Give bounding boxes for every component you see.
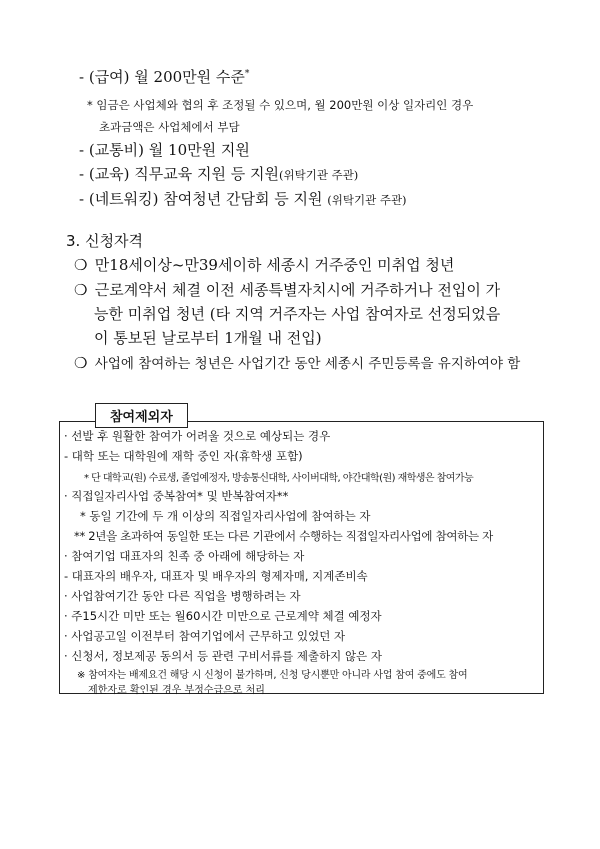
exclusion-line: · 사업공고일 이전부터 참여기업에서 근무하고 있었던 자 (64, 629, 346, 643)
exclusion-line: · 주15시간 미만 또는 월60시간 미만으로 근로계약 체결 예정자 (64, 609, 382, 623)
exclusion-line: ※ 참여자는 배제요건 해당 시 신청이 불가하며, 신청 당시뿐만 아니라 사업 참여 중에도 참여 (77, 670, 468, 681)
exclusion-line: - 대학 또는 대학원에 재학 중인 자(휴학생 포함) (64, 449, 303, 463)
eligibility-item-3 (74, 352, 520, 372)
salary-note-1: * 임금은 사업체와 협의 후 조정될 수 있으며, 월 200만원 이상 일자리인 경우 (87, 98, 474, 112)
salary-footnote-mark: * (244, 69, 250, 79)
exclusion-line: · 선발 후 원활한 참여가 어려울 것으로 예상되는 경우 (64, 429, 331, 443)
eligibility-heading: 3. 신청자격 (66, 232, 144, 250)
bullet-icon: ❍ (74, 256, 88, 274)
exclusion-line: 제한자로 확인된 경우 부정수급으로 처리 (88, 685, 265, 696)
networking-note: (위탁기관 주관) (327, 193, 407, 207)
exclusion-line: · 직접일자리사업 중복참여* 및 반복참여자** (64, 489, 289, 503)
exclusion-line: * 동일 기간에 두 개 이상의 직접일자리사업에 참여하는 자 (80, 509, 371, 523)
networking-line (79, 188, 407, 209)
bullet-icon: ❍ (74, 281, 88, 299)
exclusion-line: · 신청서, 정보제공 동의서 등 관련 구비서류를 제출하지 않은 자 (64, 649, 382, 663)
eligibility-item-2-line-1: 근로계약서 체결 이전 세종특별자치시에 거주하거나 전입이 가 (94, 281, 501, 299)
eligibility-item-2-line-3: 이 통보된 날로부터 1개월 내 전입) (94, 329, 322, 347)
transport-line: - (교통비) 월 10만원 지원 (79, 141, 250, 159)
exclusion-line: * 단 대학교(원) 수료생, 졸업예정자, 방송통신대학, 사이버대학, 야간대학(원) 재학생은 참여가능 (84, 473, 474, 484)
eligibility-item-2-line-2: 능한 미취업 청년 (타 지역 거주자는 사업 참여자로 선정되었음 (94, 305, 501, 323)
exclusion-line: ** 2년을 초과하여 동일한 또는 다른 기관에서 수행하는 직접일자리사업에 참여하는 자 (74, 529, 493, 543)
education-text: - (교육) 직무교육 지원 등 지원 (79, 165, 280, 183)
eligibility-item-2 (74, 279, 500, 300)
salary-line (79, 66, 249, 87)
salary-note-2: 초과금액은 사업체에서 부담 (99, 120, 240, 134)
exclusion-line: - 대표자의 배우자, 대표자 및 배우자의 형제자매, 지계존비속 (64, 569, 368, 583)
education-line (79, 163, 358, 184)
eligibility-item-3-text: 사업에 참여하는 청년은 사업기간 동안 세종시 주민등록을 유지하여야 함 (94, 356, 521, 372)
networking-text: - (네트워킹) 참여청년 간담회 등 지원 (79, 190, 323, 208)
eligibility-item-1-text: 만18세이상~만39세이하 세종시 거주중인 미취업 청년 (94, 256, 455, 274)
salary-text: - (급여) 월 200만원 수준 (79, 68, 245, 86)
exclusion-title: 참여제외자 (95, 403, 188, 428)
exclusion-line: · 참여기업 대표자의 친족 중 아래에 해당하는 자 (64, 549, 305, 563)
bullet-icon: ❍ (74, 354, 88, 372)
eligibility-item-1 (74, 254, 454, 275)
exclusion-line: · 사업참여기간 동안 다른 직업을 병행하려는 자 (64, 589, 301, 603)
education-note: (위탁기관 주관) (279, 168, 359, 182)
